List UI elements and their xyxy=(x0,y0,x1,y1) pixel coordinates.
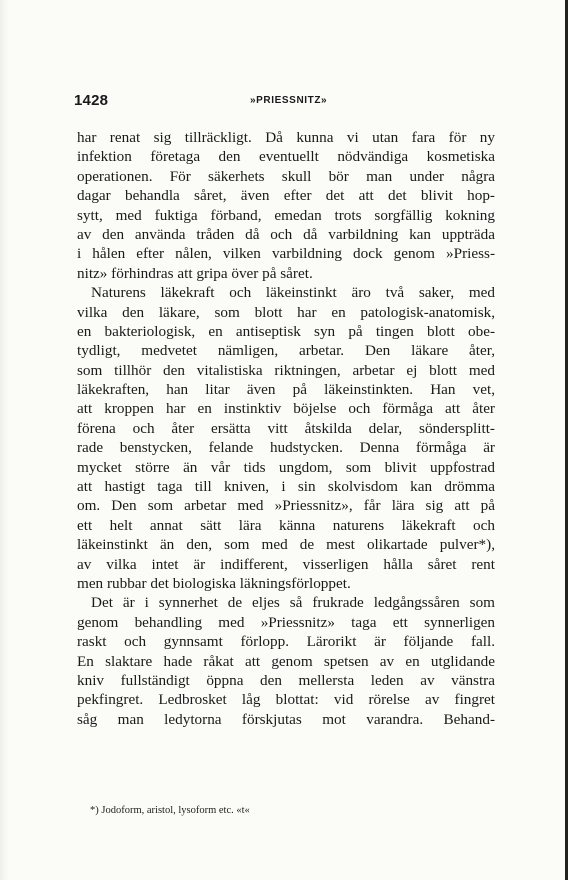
text-line: ett helt annat sätt lära känna naturens läkekraft och xyxy=(77,516,495,534)
text-line: i hålen efter nålen, vilken varbildning dock genom »Priess- xyxy=(77,245,495,263)
text-line: av vilka intet är indifferent, visserligen hålla såret rent xyxy=(77,555,495,573)
text-line: kniv fullständigt öppna den mellersta leden av vänstra xyxy=(77,671,495,689)
text-line: mycket större än vår tids ungdom, som blivit uppfostrad xyxy=(77,458,495,476)
text-line: läkeinstinkt än den, som med de mest olikartade pulver*), xyxy=(77,536,495,554)
footnote: *) Jodoform, aristol, lysoform etc. «t« xyxy=(90,805,250,816)
text-line: rade benstycken, felande hudstycken. Denna förmåga är xyxy=(77,439,495,457)
text-line: men rubbar det biologiska läkningsförloppet. xyxy=(77,574,351,592)
page-number: 1428 xyxy=(74,92,109,109)
text-line: att hastigt taga till kniven, i sin skolvisdom kan drömma xyxy=(77,478,495,496)
text-line: en bakteriologisk, en antiseptisk syn på tingen blott obe- xyxy=(77,322,495,340)
text-line: som tillhör den vitalistiska riktningen, arbetar ej blott med xyxy=(77,361,495,379)
text-line: Det är i synnerhet de eljes så frukrade ledgångssåren som xyxy=(91,594,495,612)
page-fold-shadow xyxy=(0,0,8,880)
text-line: av den använda tråden då och då varbildning kan uppträda xyxy=(77,225,495,243)
text-line: operationen. För säkerhets skull bör man under några xyxy=(77,167,495,185)
text-line: att kroppen har en instinktiv böjelse och förmåga att åter xyxy=(77,400,495,418)
text-line: förena och åter ersätta vitt åtskilda delar, söndersplitt- xyxy=(77,419,495,437)
body-text xyxy=(77,128,495,729)
text-line: Naturens läkekraft och läkeinstinkt äro två saker, med xyxy=(91,284,495,302)
text-line: infektion företaga den eventuellt nödvändiga kosmetiska xyxy=(77,148,495,166)
text-line: dagar behandla såret, även efter det att det blivit hop- xyxy=(77,187,495,205)
text-line: nitz» förhindras att gripa över på såret. xyxy=(77,264,313,282)
text-line: har renat sig tillräckligt. Då kunna vi utan fara för ny xyxy=(77,129,495,146)
text-line: vilka den läkare, som blott har en patologisk-anatomisk, xyxy=(77,303,495,321)
text-line: såg man ledytorna förskjutas mot varandra. Behand- xyxy=(77,710,495,728)
running-title: »PRIESSNITZ» xyxy=(250,95,328,106)
text-line: om. Den som arbetar med »Priessnitz», får lära sig att på xyxy=(77,497,495,515)
text-line: sytt, med fuktiga förband, emedan trots sorgfällig kokning xyxy=(77,206,495,224)
text-line: raskt och gynnsamt förlopp. Lärorikt är följande fall. xyxy=(77,633,495,651)
text-line: genom behandling med »Priessnitz» taga ett synnerligen xyxy=(77,613,495,631)
text-line: tydligt, medvetet nämligen, arbetar. Den läkare åter, xyxy=(77,342,495,360)
text-line: läkekraften, han litar även på läkeinstinkten. Han vet, xyxy=(77,381,495,399)
text-line: pekfingret. Ledbrosket låg blottat: vid rörelse av fingret xyxy=(77,691,495,709)
text-line: En slaktare hade råkat att genom spetsen av en utglidande xyxy=(77,652,495,670)
